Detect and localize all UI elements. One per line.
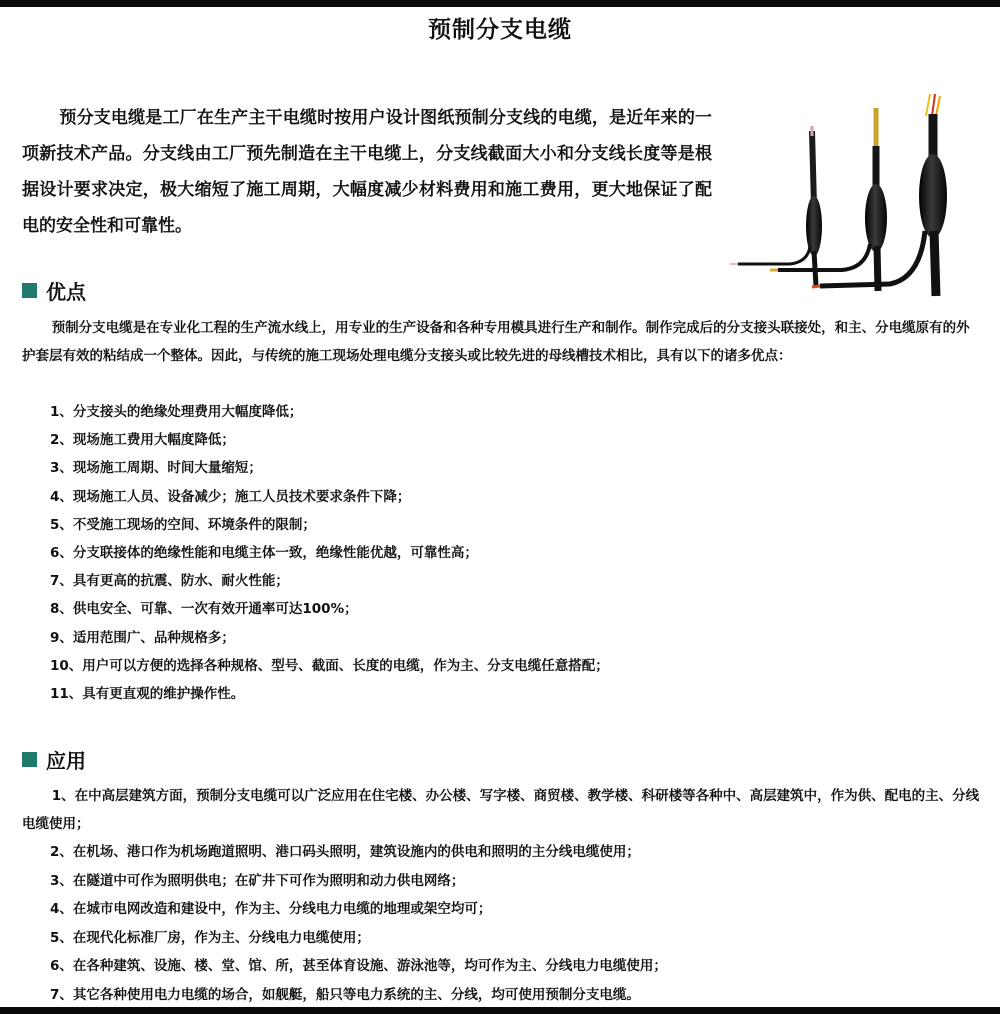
list-item: 1、分支接头的绝缘处理费用大幅度降低； xyxy=(50,404,303,420)
advantages-heading xyxy=(22,277,86,303)
list-item: 4、在城市电网改造和建设中，作为主、分线电力电缆的地理或架空均可； xyxy=(50,901,492,917)
list-item: 10、用户可以方便的选择各种规格、型号、截面、长度的电缆，作为主、分支电缆任意搭配； xyxy=(50,657,609,674)
list-item: 3、在隧道中可作为照明供电；在矿井下可作为照明和动力供电网络； xyxy=(50,872,465,889)
list-item: 2、在机场、港口作为机场跑道照明、港口码头照明，建筑设施内的供电和照明的主分线电缆使用； xyxy=(50,844,640,860)
list-item: 6、分支联接体的绝缘性能和电缆主体一致，绝缘性能优越，可靠性高； xyxy=(50,545,478,562)
list-item: 6、在各种建筑、设施、楼、堂、馆、所，甚至体育设施、游泳池等，均可作为主、分线电力电缆使用； xyxy=(50,958,667,974)
applications-paragraph: 1、在中高层建筑方面，预制分支电缆可以广泛应用在住宅楼、办公楼、写字楼、商贸楼、教学楼、科研楼等各种中、高层建筑中，作为供、配电的主、分线电缆使用； xyxy=(22,788,980,832)
list-item: 7、具有更高的抗震、防水、耐火性能； xyxy=(50,573,289,590)
list-item: 11、具有更直观的维护操作性。 xyxy=(50,686,245,703)
applications-heading xyxy=(22,746,86,772)
list-item: 7、其它各种使用电力电缆的场合，如舰艇，船只等电力系统的主、分线，均可使用预制分支电缆。 xyxy=(50,986,640,1003)
advantages-paragraph: 预制分支电缆是在专业化工程的生产流水线上，用专业的生产设备和各种专用模具进行生产和制作。制作完成后的分支接头联接处，和主、分电缆原有的外护套层有效的粘结成一个整体。因此，与传统的施工现场处理电缆分支接头或比较先进的母线槽技术相比，具有以下的诸多优点： xyxy=(22,320,970,364)
bottom-border xyxy=(0,1007,1000,1014)
intro-paragraph: 预分支电缆是工厂在生产主干电缆时按用户设计图纸预制分支线的电缆，是近年来的一项新技术产品。分支线由工厂预先制造在主干电缆上，分支线截面大小和分支线长度等是根据设计要求决定，极大缩短了施工周期，大幅度减少材料费用和施工费用，更大地保证了配电的安全性和可靠性。 xyxy=(22,108,712,236)
top-border xyxy=(0,0,1000,7)
applications-list xyxy=(22,838,980,1009)
page-title: 预制分支电缆 xyxy=(428,17,572,43)
list-item: 5、在现代化标准厂房，作为主、分线电力电缆使用； xyxy=(50,929,370,946)
advantages-list xyxy=(22,398,980,708)
list-item: 2、现场施工费用大幅度降低； xyxy=(50,432,235,449)
list-item: 9、适用范围广、品种规格多； xyxy=(50,629,235,646)
advantages-heading-label: 优点 xyxy=(46,279,86,304)
list-item: 3、现场施工周期、时间大量缩短； xyxy=(50,460,262,477)
list-item: 4、现场施工人员、设备减少；施工人员技术要求条件下降； xyxy=(50,488,411,505)
heading-square-icon xyxy=(22,283,37,298)
list-item: 8、供电安全、可靠、一次有效开通率可达100%； xyxy=(50,601,358,618)
list-item: 5、不受施工现场的空间、环境条件的限制； xyxy=(50,516,316,533)
applications-heading-label: 应用 xyxy=(46,748,86,773)
heading-square-icon xyxy=(22,752,37,767)
cable-product-photo xyxy=(730,86,975,298)
